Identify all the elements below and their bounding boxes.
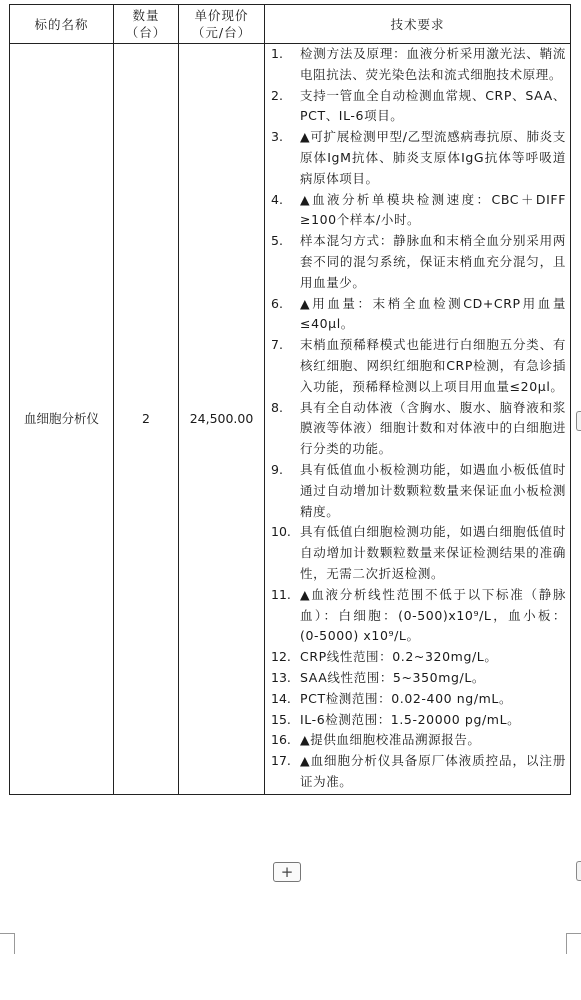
list-item-text: SAA线性范围：5~350mg/L。 <box>300 669 485 685</box>
list-item <box>271 398 566 460</box>
header-quantity <box>114 5 179 44</box>
list-item-number: 14. <box>271 690 291 706</box>
cell-technical-requirements[interactable] <box>265 44 571 795</box>
list-item-text: ▲提供血细胞校准品溯源报告。 <box>300 732 481 748</box>
list-item-number: 5. <box>271 233 283 249</box>
header-item-name <box>10 5 114 44</box>
list-item-text: 支持一管血全自动检测血常规、CRP、SAA、PCT、IL-6项目。 <box>300 87 566 124</box>
header-quantity-label: 数量 <box>132 8 160 23</box>
table-row <box>10 44 571 795</box>
list-item-text: ▲血液分析线性范围不低于以下标准（静脉血）：白细胞：(0-500)x10⁹/L，血小板： (0-5000) x10⁹/L。 <box>300 586 566 644</box>
list-item-text: IL-6检测范围：1.5-20000 pg/mL。 <box>300 711 521 727</box>
cell-quantity[interactable]: 2 <box>114 44 179 795</box>
list-item-number: 16. <box>271 732 291 748</box>
list-item-text: 末梢血预稀释模式也能进行白细胞五分类、有核红细胞、网织红细胞和CRP检测，有急诊插入功能，预稀释检测以上项目用血量≤20μl。 <box>300 337 566 394</box>
list-item-number: 15. <box>271 711 291 727</box>
page-margin-corner-left <box>0 933 15 954</box>
list-item <box>271 190 566 232</box>
list-item-number: 13. <box>271 669 291 685</box>
list-item-text: ▲可扩展检测甲型/乙型流感病毒抗原、肺炎支原体IgM抗体、肺炎支原体IgG抗体等呼吸道病原体项目。 <box>300 129 566 186</box>
list-item <box>271 460 566 522</box>
list-item-text: PCT检测范围：0.02-400 ng/mL。 <box>300 690 513 706</box>
list-item-number: 4. <box>271 191 283 207</box>
list-item-text: CRP线性范围：0.2~320mg/L。 <box>300 649 498 665</box>
header-technical-requirements-label: 技术要求 <box>390 16 445 32</box>
header-unit-price-unit: （元/台） <box>191 25 252 40</box>
list-item-text: 具有低值血小板检测功能，如遇血小板低值时通过自动增加计数颗粒数量来保证血小板检测精度。 <box>300 461 566 519</box>
table-header-row <box>10 5 571 44</box>
table-resize-handle[interactable] <box>576 861 581 881</box>
list-item-text: 检测方法及原理：血液分析采用激光法、鞘流电阻抗法、荧光染色法和流式细胞技术原理。 <box>300 46 566 82</box>
list-item <box>271 751 566 793</box>
requirements-list <box>265 44 570 794</box>
list-item-text: ▲血液分析单模块检测速度：CBC＋DIFF ≥100个样本/小时。 <box>300 191 566 228</box>
list-item-text: ▲用血量：末梢全血检测CD+CRP用血量≤40μl。 <box>300 295 566 332</box>
list-item-number: 2. <box>271 87 283 103</box>
header-technical-requirements <box>265 5 571 44</box>
list-item <box>271 294 566 336</box>
header-unit-price <box>179 5 265 44</box>
list-item-number: 10. <box>271 524 291 540</box>
list-item <box>271 231 566 293</box>
list-item-number: 8. <box>271 399 283 415</box>
cell-unit-price[interactable]: 24,500.00 <box>179 44 265 795</box>
cell-item-name[interactable]: 血细胞分析仪 <box>10 44 114 795</box>
list-item-number: 12. <box>271 649 291 665</box>
list-item-number: 11. <box>271 586 291 602</box>
list-item <box>271 730 566 751</box>
list-item-text: ▲血细胞分析仪具备原厂体液质控品，以注册证为准。 <box>300 753 566 789</box>
list-item-text: 具有低值白细胞检测功能，如遇白细胞低值时自动增加计数颗粒数量来保证检测结果的准确性，无需二次折返检测。 <box>300 524 566 581</box>
list-item <box>271 668 566 689</box>
list-item <box>271 689 566 710</box>
list-item <box>271 585 566 647</box>
list-item-number: 17. <box>271 753 291 769</box>
list-item <box>271 127 566 189</box>
list-item <box>271 44 566 86</box>
page-margin-corner-right <box>566 933 581 954</box>
list-item <box>271 522 566 584</box>
list-item-number: 9. <box>271 461 283 477</box>
list-item <box>271 710 566 731</box>
column-resize-handle[interactable] <box>576 411 581 431</box>
list-item-text: 样本混匀方式：静脉血和末梢全血分别采用两套不同的混匀系统，保证末梢血充分混匀，且用血量少。 <box>300 233 566 290</box>
list-item-text: 具有全自动体液（含胸水、腹水、脑脊液和浆膜液等体液）细胞计数和对体液中的白细胞进行分类的功能。 <box>300 399 566 457</box>
list-item <box>271 647 566 668</box>
list-item-number: 1. <box>271 46 283 61</box>
list-item-number: 6. <box>271 295 283 311</box>
procurement-table <box>9 4 571 795</box>
list-item-number: 7. <box>271 337 283 353</box>
header-quantity-unit: （台） <box>125 25 167 40</box>
plus-icon: + <box>280 863 294 881</box>
header-item-name-label: 标的名称 <box>34 16 89 32</box>
header-unit-price-label: 单价现价 <box>194 8 249 23</box>
list-item-number: 3. <box>271 129 283 145</box>
list-item <box>271 335 566 397</box>
list-item <box>271 86 566 128</box>
add-row-button[interactable] <box>273 862 301 882</box>
